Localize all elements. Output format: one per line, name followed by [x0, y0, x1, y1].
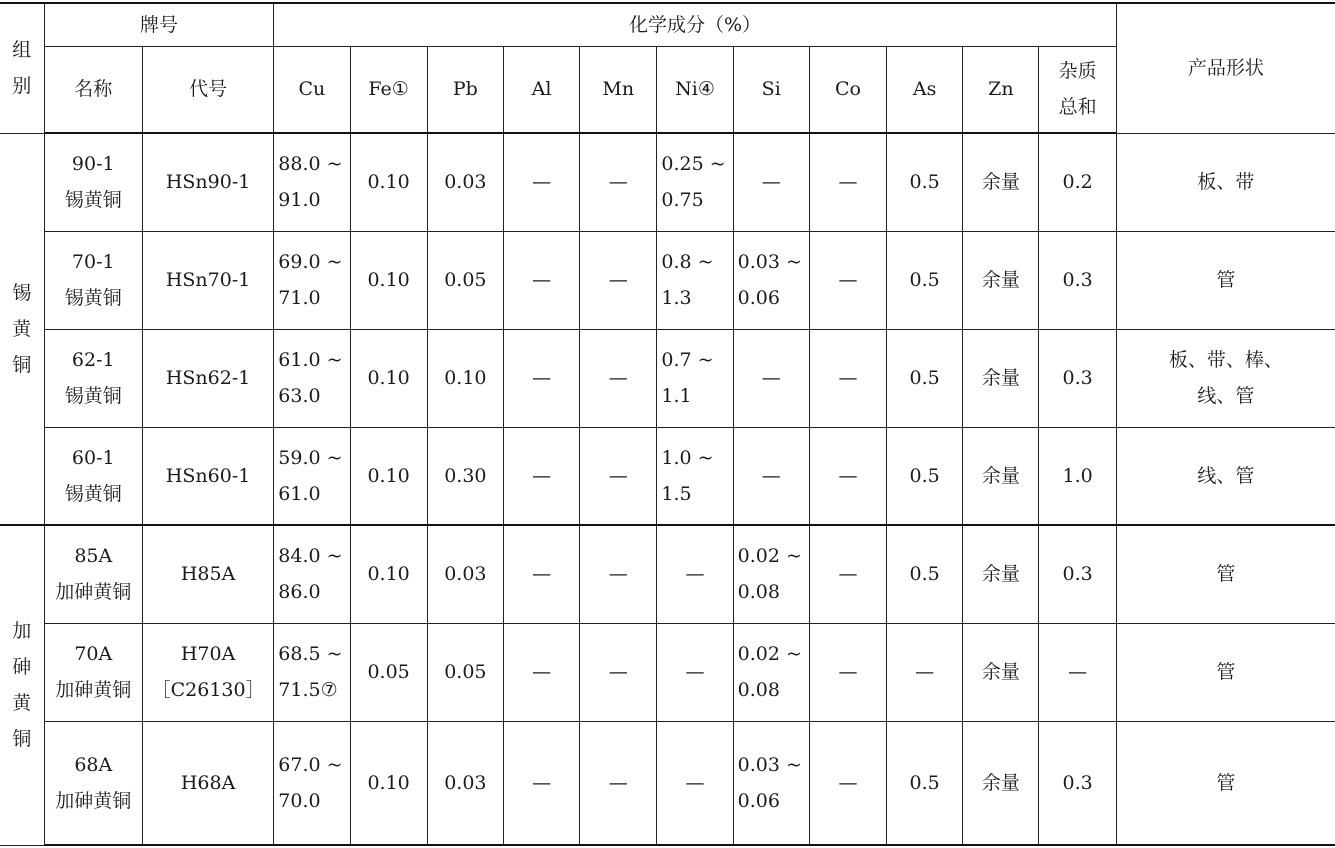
table-row [0, 133, 1335, 231]
value-cell-cu-line: 68.5 ~ [278, 643, 343, 665]
value-cell-as [887, 525, 963, 623]
value-cell-cu [274, 427, 350, 525]
alloy-code-cell [142, 721, 273, 845]
alloy-name-cell-line: 70A [74, 643, 113, 665]
value-cell-si-line: 0.06 [737, 287, 780, 309]
alloy-name-cell-line: 85A [74, 545, 113, 568]
value-cell-fe [350, 231, 427, 329]
value-cell-si-line: 0.02 ~ [737, 545, 802, 568]
value-cell-impurities-line: 0.3 [1062, 771, 1093, 794]
value-cell-as [887, 329, 963, 427]
value-cell-si [733, 329, 809, 427]
group-name-char: 锡 [12, 281, 32, 304]
product-shape-cell-line: 线、管 [1197, 464, 1255, 487]
value-cell-si-line: 0.08 [737, 679, 780, 701]
value-cell-al-line: — [532, 367, 552, 389]
value-cell-al [503, 133, 579, 231]
alloy-name-cell [44, 231, 142, 329]
value-cell-mn-line: — [608, 269, 628, 291]
element-header-as: As [887, 46, 963, 133]
alloy-name-cell-line: 90-1 [71, 153, 115, 176]
value-cell-co [809, 525, 886, 623]
value-cell-ni-line: — [685, 661, 705, 683]
alloy-name-cell-line: 锡黄铜 [64, 482, 122, 505]
group-name-char: 砷 [12, 656, 32, 679]
impurity-header-line: 杂质 [1058, 60, 1097, 83]
alloy-name-cell-line: 锡黄铜 [64, 287, 122, 309]
value-cell-zn-line: 余量 [981, 464, 1020, 487]
group-name-cell [0, 133, 44, 525]
value-cell-si [733, 721, 809, 845]
product-shape-cell [1116, 231, 1335, 329]
value-cell-ni-line: — [685, 771, 705, 794]
value-cell-si-line: 0.03 ~ [737, 251, 802, 273]
value-cell-si [733, 427, 809, 525]
table-row [0, 427, 1335, 525]
value-cell-zn [963, 525, 1039, 623]
value-cell-si [733, 623, 809, 721]
value-cell-co-line: — [838, 771, 858, 794]
value-cell-co [809, 721, 886, 845]
value-cell-impurities [1039, 427, 1116, 525]
value-cell-si-line: — [761, 464, 781, 487]
alloy-name-cell [44, 329, 142, 427]
value-cell-as [887, 623, 963, 721]
value-cell-ni [657, 623, 733, 721]
value-cell-mn [580, 133, 657, 231]
alloy-code-cell [142, 231, 273, 329]
value-cell-impurities-line: 0.3 [1062, 269, 1093, 291]
value-cell-cu-line: 70.0 [278, 789, 321, 812]
alloy-code-cell [142, 525, 273, 623]
value-cell-al [503, 623, 579, 721]
value-cell-ni-line: 1.3 [661, 287, 692, 309]
value-cell-zn-line: 余量 [981, 171, 1020, 194]
value-cell-pb [427, 133, 503, 231]
table-row [0, 525, 1335, 623]
value-cell-ni-line: 0.7 ~ [661, 349, 714, 371]
value-cell-al-line: — [532, 563, 552, 586]
element-header-al: Al [503, 46, 579, 133]
value-cell-cu-line: 86.0 [278, 581, 321, 604]
alloy-name-cell [44, 721, 142, 845]
group-header-char: 别 [12, 75, 32, 98]
value-cell-fe-line: 0.10 [367, 171, 410, 194]
value-cell-cu-line: 71.0 [278, 287, 321, 309]
value-cell-mn [580, 525, 657, 623]
value-cell-impurities [1039, 231, 1116, 329]
value-cell-co-line: — [838, 464, 858, 487]
product-shape-header: 产品形状 [1116, 3, 1335, 133]
alloy-name-cell [44, 427, 142, 525]
alloy-code-cell-line: H85A [180, 563, 236, 586]
value-cell-pb [427, 721, 503, 845]
element-header-zn: Zn [963, 46, 1039, 133]
value-cell-al [503, 231, 579, 329]
product-shape-cell [1116, 427, 1335, 525]
element-header-co: Co [809, 46, 886, 133]
alloy-code-cell [142, 427, 273, 525]
value-cell-mn-line: — [608, 563, 628, 586]
value-cell-as [887, 427, 963, 525]
group-header [12, 32, 31, 104]
value-cell-mn-line: — [608, 464, 628, 487]
value-cell-ni-line: 0.25 ~ [661, 153, 726, 176]
value-cell-impurities [1039, 329, 1116, 427]
value-cell-si [733, 133, 809, 231]
value-cell-si-line: — [761, 367, 781, 389]
value-cell-cu [274, 721, 350, 845]
value-cell-mn [580, 231, 657, 329]
product-shape-cell-line: 管 [1216, 563, 1236, 586]
value-cell-zn-line: 余量 [981, 771, 1020, 794]
alloy-code-cell-line: HSn60-1 [165, 464, 251, 487]
value-cell-co-line: — [838, 661, 858, 683]
value-cell-cu-line: 91.0 [278, 189, 321, 212]
alloy-name-cell-line: 68A [74, 753, 113, 776]
value-cell-as-line: — [915, 661, 935, 683]
alloy-code-cell-line: HSn90-1 [165, 171, 251, 194]
alloy-name-cell [44, 133, 142, 231]
product-shape-cell-line: 线、管 [1197, 385, 1255, 407]
value-cell-impurities-line: 0.3 [1062, 367, 1093, 389]
value-cell-cu-line: 88.0 ~ [278, 153, 343, 176]
value-cell-as [887, 133, 963, 231]
element-header-ni: Ni④ [657, 46, 733, 133]
value-cell-al-line: — [532, 171, 552, 194]
group-name-cell [0, 525, 44, 845]
value-cell-zn [963, 427, 1039, 525]
value-cell-cu-line: 63.0 [278, 385, 321, 407]
value-cell-mn-line: — [608, 367, 628, 389]
value-cell-fe [350, 329, 427, 427]
value-cell-zn [963, 623, 1039, 721]
alloy-name-cell-line: 60-1 [71, 446, 115, 469]
value-cell-impurities-line: — [1068, 661, 1088, 683]
value-cell-as-line: 0.5 [909, 563, 940, 586]
value-cell-si-line: 0.03 ~ [737, 753, 802, 776]
value-cell-zn [963, 329, 1039, 427]
value-cell-zn [963, 721, 1039, 845]
value-cell-pb [427, 427, 503, 525]
value-cell-cu [274, 525, 350, 623]
value-cell-mn [580, 623, 657, 721]
value-cell-fe-line: 0.10 [367, 771, 410, 794]
value-cell-impurities [1039, 525, 1116, 623]
value-cell-as-line: 0.5 [909, 771, 940, 794]
value-cell-ni-line: 0.8 ~ [661, 251, 714, 273]
value-cell-as [887, 721, 963, 845]
product-shape-cell [1116, 329, 1335, 427]
value-cell-co-line: — [838, 269, 858, 291]
value-cell-ni [657, 133, 733, 231]
value-cell-cu [274, 133, 350, 231]
value-cell-mn [580, 427, 657, 525]
composition-table [0, 2, 1335, 846]
group-name-char: 铜 [12, 353, 32, 376]
value-cell-co [809, 231, 886, 329]
value-cell-as-line: 0.5 [909, 171, 940, 194]
alloy-name-cell-line: 加砷黄铜 [55, 581, 132, 604]
alloy-code-cell [142, 623, 273, 721]
alloy-code-cell-line: H68A [180, 771, 236, 794]
value-cell-si-line: 0.06 [737, 789, 780, 812]
value-cell-mn-line: — [608, 771, 628, 794]
value-cell-ni [657, 525, 733, 623]
value-cell-pb [427, 329, 503, 427]
value-cell-si [733, 231, 809, 329]
value-cell-cu-line: 67.0 ~ [278, 753, 343, 776]
table-row [0, 329, 1335, 427]
alloy-code-cell-line: H70A [180, 643, 236, 665]
value-cell-zn-line: 余量 [981, 269, 1020, 291]
value-cell-fe-line: 0.10 [367, 464, 410, 487]
product-shape-cell-line: 管 [1216, 661, 1236, 683]
value-cell-cu-line: 61.0 [278, 482, 321, 505]
alloy-name-cell-line: 锡黄铜 [64, 385, 122, 407]
product-shape-cell [1116, 721, 1335, 845]
value-cell-al-line: — [532, 464, 552, 487]
value-cell-cu-line: 61.0 ~ [278, 349, 343, 371]
value-cell-mn [580, 721, 657, 845]
value-cell-si [733, 525, 809, 623]
value-cell-pb-line: 0.30 [444, 464, 487, 487]
value-cell-al [503, 427, 579, 525]
alloy-code-cell [142, 329, 273, 427]
value-cell-fe [350, 623, 427, 721]
value-cell-si-line: 0.02 ~ [737, 643, 802, 665]
value-cell-impurities [1039, 721, 1116, 845]
value-cell-cu-line: 59.0 ~ [278, 446, 343, 469]
value-cell-impurities-line: 0.2 [1062, 171, 1093, 194]
group-name-char: 黄 [12, 692, 32, 715]
alloy-code-cell-line: HSn70-1 [165, 269, 251, 291]
value-cell-impurities [1039, 623, 1116, 721]
product-shape-cell [1116, 623, 1335, 721]
value-cell-impurities [1039, 133, 1116, 231]
value-cell-al-line: — [532, 771, 552, 794]
product-shape-cell-line: 板、带、棒、 [1168, 349, 1283, 371]
value-cell-fe-line: 0.10 [367, 563, 410, 586]
value-cell-pb-line: 0.03 [444, 771, 487, 794]
code-header: 代号 [142, 46, 273, 133]
name-header: 名称 [44, 46, 142, 133]
value-cell-al [503, 721, 579, 845]
value-cell-zn [963, 231, 1039, 329]
alloy-name-cell [44, 525, 142, 623]
value-cell-ni-line: 0.75 [661, 189, 704, 212]
value-cell-cu-line: 71.5⑦ [278, 679, 338, 701]
table-row [0, 231, 1335, 329]
value-cell-fe-line: 0.10 [367, 269, 410, 291]
alloy-code-cell [142, 133, 273, 231]
group-header-cell [0, 3, 44, 133]
alloy-name-cell-line: 70-1 [71, 251, 115, 273]
value-cell-cu [274, 623, 350, 721]
value-cell-si-line: 0.08 [737, 581, 780, 604]
alloy-name-cell [44, 623, 142, 721]
value-cell-mn-line: — [608, 661, 628, 683]
product-shape-cell-line: 管 [1216, 771, 1236, 794]
product-shape-cell-line: 板、带 [1197, 171, 1255, 193]
alloy-name-cell-line: 锡黄铜 [64, 189, 122, 212]
value-cell-pb-line: 0.05 [444, 269, 487, 291]
element-header-si: Si [733, 46, 809, 133]
value-cell-mn [580, 329, 657, 427]
value-cell-fe-line: 0.10 [367, 367, 410, 389]
value-cell-fe-line: 0.05 [367, 661, 410, 683]
value-cell-ni-line: 1.1 [661, 385, 692, 407]
value-cell-co [809, 329, 886, 427]
value-cell-al-line: — [532, 269, 552, 291]
alloy-name-cell-line: 加砷黄铜 [55, 679, 132, 701]
value-cell-fe [350, 721, 427, 845]
element-header-mn: Mn [580, 46, 657, 133]
value-cell-fe [350, 133, 427, 231]
value-cell-fe [350, 525, 427, 623]
alloy-name-cell-line: 62-1 [71, 349, 115, 371]
group-name-char: 铜 [12, 728, 32, 751]
group-name-char: 黄 [12, 317, 32, 340]
alloy-code-cell-line: ［C26130］ [151, 679, 265, 701]
value-cell-impurities-line: 1.0 [1062, 464, 1093, 487]
value-cell-pb [427, 525, 503, 623]
value-cell-as-line: 0.5 [909, 464, 940, 487]
value-cell-co [809, 133, 886, 231]
value-cell-as-line: 0.5 [909, 367, 940, 389]
alloy-name-cell-line: 加砷黄铜 [55, 789, 132, 812]
product-shape-cell [1116, 133, 1335, 231]
value-cell-ni [657, 329, 733, 427]
header-row-top [0, 3, 1335, 46]
value-cell-co-line: — [838, 367, 858, 389]
value-cell-si-line: — [761, 171, 781, 194]
value-cell-ni-line: 1.5 [661, 482, 692, 505]
value-cell-pb-line: 0.05 [444, 661, 487, 683]
value-cell-zn-line: 余量 [981, 661, 1020, 683]
impurity-header-line: 总和 [1058, 96, 1097, 119]
value-cell-co-line: — [838, 563, 858, 586]
element-header-cu: Cu [274, 46, 350, 133]
table-row [0, 721, 1335, 845]
alloy-code-cell-line: HSn62-1 [165, 367, 251, 389]
value-cell-pb [427, 623, 503, 721]
product-shape-cell-line: 管 [1216, 269, 1236, 291]
value-cell-zn-line: 余量 [981, 367, 1020, 389]
composition-header: 化学成分（%） [274, 3, 1116, 46]
value-cell-ni [657, 427, 733, 525]
group-header-char: 组 [12, 39, 32, 62]
value-cell-co [809, 623, 886, 721]
value-cell-cu-line: 69.0 ~ [278, 251, 343, 273]
grade-header: 牌号 [44, 3, 274, 46]
group-name-char: 加 [12, 620, 32, 643]
value-cell-pb-line: 0.03 [444, 563, 487, 586]
value-cell-mn-line: — [608, 171, 628, 194]
value-cell-ni-line: 1.0 ~ [661, 446, 714, 469]
value-cell-ni [657, 721, 733, 845]
value-cell-cu [274, 329, 350, 427]
value-cell-cu-line: 84.0 ~ [278, 545, 343, 568]
value-cell-fe [350, 427, 427, 525]
element-header-impurities [1039, 46, 1116, 133]
value-cell-pb-line: 0.10 [444, 367, 487, 389]
value-cell-zn-line: 余量 [981, 563, 1020, 586]
value-cell-zn [963, 133, 1039, 231]
table-row [0, 623, 1335, 721]
value-cell-as-line: 0.5 [909, 269, 940, 291]
value-cell-cu [274, 231, 350, 329]
value-cell-ni-line: — [685, 563, 705, 586]
value-cell-co-line: — [838, 171, 858, 194]
group-name [12, 613, 31, 757]
group-name [12, 275, 31, 383]
element-header-pb: Pb [427, 46, 503, 133]
value-cell-al [503, 329, 579, 427]
value-cell-as [887, 231, 963, 329]
value-cell-pb-line: 0.03 [444, 171, 487, 194]
value-cell-impurities-line: 0.3 [1062, 563, 1093, 586]
value-cell-al-line: — [532, 661, 552, 683]
value-cell-al [503, 525, 579, 623]
product-shape-cell [1116, 525, 1335, 623]
value-cell-ni [657, 231, 733, 329]
value-cell-pb [427, 231, 503, 329]
value-cell-co [809, 427, 886, 525]
element-header-fe: Fe① [350, 46, 427, 133]
